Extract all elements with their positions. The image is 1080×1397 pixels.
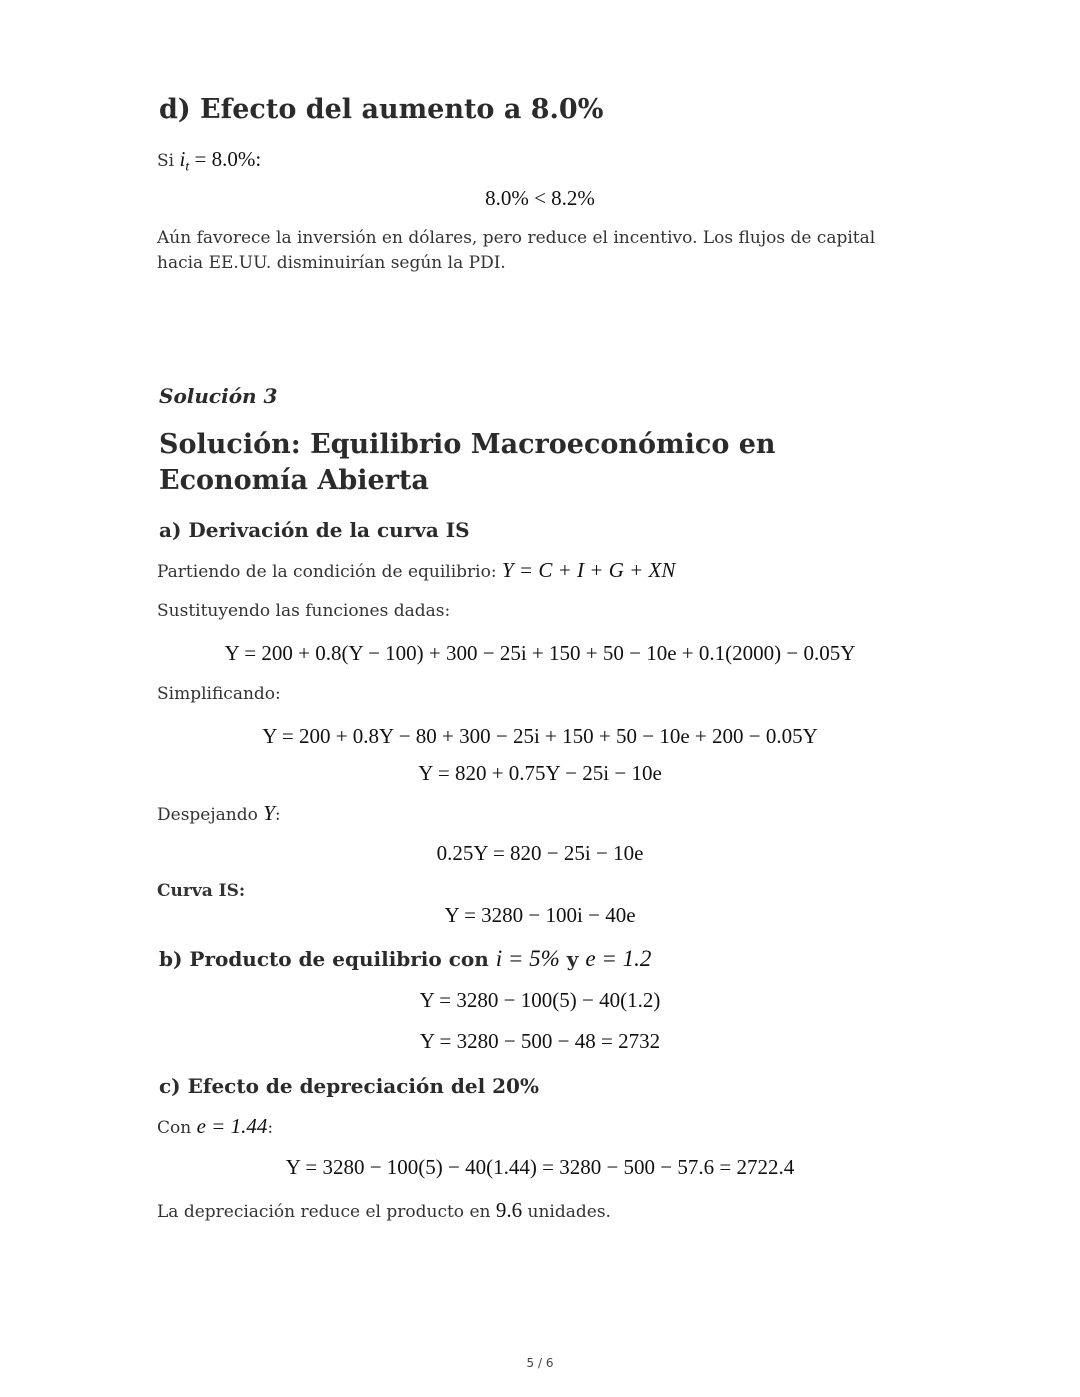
conclusion-suffix: unidades.: [522, 1202, 611, 1222]
inequality-equation: 8.0% < 8.2%: [485, 186, 595, 210]
condition-prefix: Partiendo de la condición de equilibrio:: [157, 562, 502, 582]
part-a-title: a) Derivación de la curva IS: [159, 518, 470, 542]
substituting-text: Sustituyendo las funciones dadas:: [157, 601, 451, 621]
part-c-conclusion: [157, 1198, 611, 1223]
part-c-intro-math: e = 1.44: [196, 1114, 268, 1138]
part-c-intro-suffix: :: [267, 1118, 274, 1138]
part-c-title: c) Efecto de depreciación del 20%: [159, 1074, 539, 1098]
section-d-title: d) Efecto del aumento a 8.0%: [159, 94, 604, 125]
equation-solving: 0.25Y = 820 − 25i − 10e: [436, 841, 644, 865]
is-curve-equation: Y = 3280 − 100i − 40e: [444, 903, 636, 927]
equation-simplified: Y = 820 + 0.75Y − 25i − 10e: [418, 761, 662, 785]
simplifying-text: Simplificando:: [157, 684, 281, 704]
part-c-intro: [157, 1114, 273, 1139]
solving-text: [157, 801, 281, 826]
is-curve-label: Curva IS:: [157, 881, 246, 901]
intro-prefix: Si: [157, 151, 180, 171]
part-c-intro-prefix: Con: [157, 1118, 197, 1138]
solution-label: Solución 3: [159, 384, 278, 408]
part-b-math-i: i = 5%: [495, 946, 560, 971]
part-b-equation-1: Y = 3280 − 100(5) − 40(1.2): [419, 988, 661, 1012]
part-b-title-prefix: b) Producto de equilibrio con: [159, 947, 496, 971]
solving-var: Y: [263, 801, 275, 825]
intro-math-i: i: [179, 147, 186, 171]
intro-math-sub: t: [185, 159, 190, 175]
condition-math: Y = C + I + G + XN: [502, 558, 676, 582]
part-b-title: [159, 946, 651, 972]
conclusion-value: 9.6: [495, 1198, 523, 1222]
solving-suffix: :: [274, 805, 281, 825]
equation-expanded: Y = 200 + 0.8Y − 80 + 300 − 25i + 150 + 50 − 10e + 200 − 0.05Y: [262, 724, 818, 748]
solving-prefix: Despejando: [157, 805, 264, 825]
equation-substituted: Y = 200 + 0.8(Y − 100) + 300 − 25i + 150 + 50 − 10e + 0.1(2000) − 0.05Y: [224, 641, 856, 665]
part-b-equation-2: Y = 3280 − 500 − 48 = 2732: [419, 1029, 661, 1053]
solution-title: Solución: Equilibrio Macroeconómico en Economía Abierta: [159, 429, 776, 496]
part-b-math-e: e = 1.2: [585, 946, 652, 971]
part-c-equation: Y = 3280 − 100(5) − 40(1.44) = 3280 − 500 − 57.6 = 2722.4: [285, 1155, 795, 1179]
equilibrium-condition: [157, 558, 675, 583]
conclusion-prefix: La depreciación reduce el producto en: [157, 1202, 496, 1222]
section-d-intro: [157, 147, 261, 175]
part-b-title-mid: y: [559, 947, 586, 971]
intro-math-rest: = 8.0%:: [189, 147, 262, 171]
page-number: 5 / 6: [526, 1356, 554, 1370]
section-d-paragraph: Aún favorece la inversión en dólares, pero reduce el incentivo. Los flujos de capital hacia EE.UU. disminuirían según la PDI.: [157, 228, 876, 273]
